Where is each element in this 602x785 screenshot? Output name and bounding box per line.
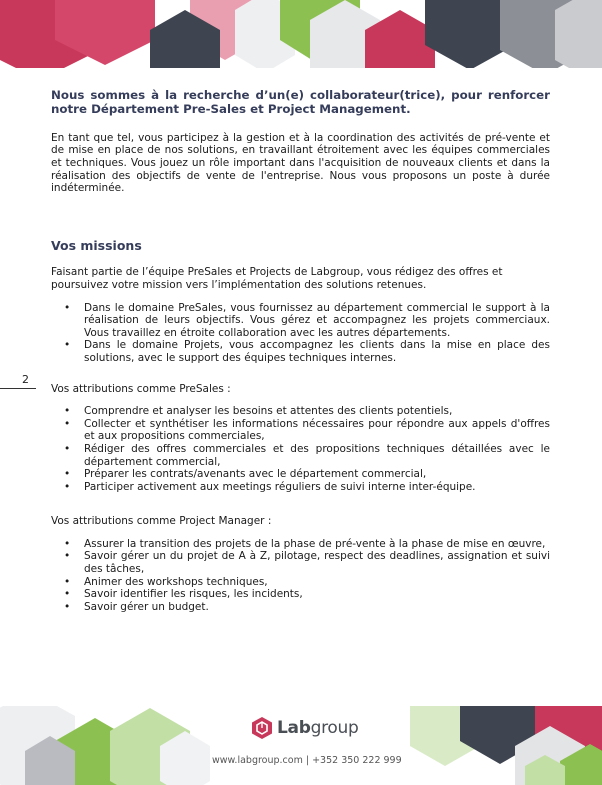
missions-heading: Vos missions [51,237,142,253]
header-hexagon-pattern [0,0,602,68]
intro-heading: Nous sommes à la recherche d’un(e) collaborateur(trice), pour renforcer notre Département Pre-Sales et Project Management. [51,88,550,117]
footer-contact: www.labgroup.com | +352 350 222 999 [212,755,402,766]
list-item: • Dans le domaine Projets, vous accompagnez les clients dans la mise en place des solutions, avec le support des équipes techniques internes. [51,339,550,364]
logo-wordmark-lab: Lab [277,718,311,738]
logo-wordmark-group: group [310,718,359,738]
page-number: 2 [22,373,29,386]
hex-light-gray-3 [555,0,602,68]
presales-list [51,405,550,493]
list-item: • Préparer les contrats/avenants avec le département commercial, [51,468,550,481]
labgroup-logo [251,716,381,742]
missions-list [51,302,550,365]
list-item: • Collecter et synthétiser les informations nécessaires pour répondre aux appels d'offres et aux propositions commerciales, [51,418,550,443]
missions-intro: Faisant partie de l’équipe PreSales et Projects de Labgroup, vous rédigez des offres et poursuivez votre mission vers l’implémentation des solutions retenues. [51,266,503,291]
header-decoration [0,0,602,68]
list-item: • Comprendre et analyser les besoins et attentes des clients potentiels, [51,405,550,418]
project-manager-heading: Vos attributions comme Project Manager : [51,515,272,528]
list-item: • Savoir gérer un du projet de A à Z, pilotage, respect des deadlines, assignation et suivi des tâches, [51,550,550,575]
list-item: • Participer activement aux meetings réguliers de suivi interne inter-équipe. [51,481,550,494]
intro-paragraph: En tant que tel, vous participez à la gestion et à la coordination des activités de pré-vente et de mise en place de nos solutions, en travaillant étroitement avec les équipes commerciales et techniques. Vous jouez un rôle important dans l'acquisition de nouveaux clients et dans la réalisation des objectifs de vente de l'entreprise. Nous vous proposons un poste à durée indéterminée. [51,131,550,195]
project-manager-list [51,538,550,614]
presales-heading: Vos attributions comme PreSales : [51,382,231,395]
document-body [51,88,550,613]
logo-wordmark [277,718,358,738]
list-item: • Rédiger des offres commerciales et des propositions techniques détaillées avec le département commercial, [51,443,550,468]
labgroup-hexagon-icon [251,716,273,740]
list-item: • Savoir gérer un budget. [51,601,550,614]
page-number-rule [0,388,36,389]
list-item: • Savoir identifier les risques, les incidents, [51,588,550,601]
list-item: • Assurer la transition des projets de la phase de pré-vente à la phase de mise en œuvre, [51,538,550,551]
list-item: • Animer des workshops techniques, [51,576,550,589]
list-item: • Dans le domaine PreSales, vous fournissez au département commercial le support à la réalisation de leurs objectifs. Vous gérez et accompagnez les projets commerciaux. Vous travaillez en étroite collaboration avec les autres départements. [51,302,550,340]
